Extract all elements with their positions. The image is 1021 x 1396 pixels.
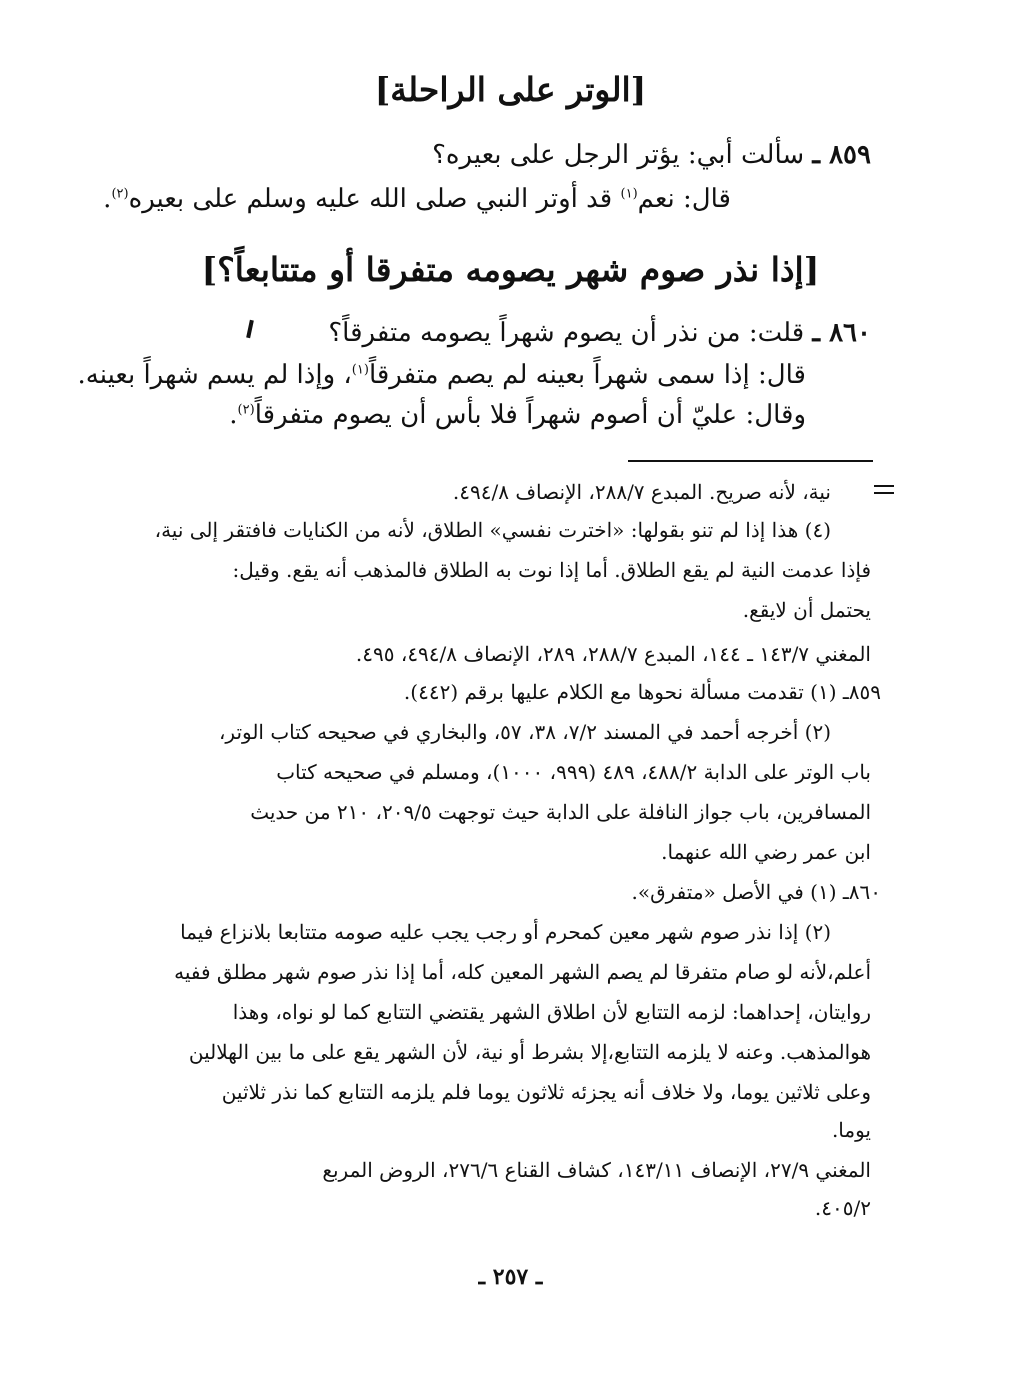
- footnote-line: (٢) إذا نذر صوم شهر معين كمحرم أو رجب يجب عليه صومه متتابعا بلانزاع فيما: [180, 920, 831, 944]
- footnote-line: ٨٥٩ـ (١) تقدمت مسألة نحوها مع الكلام عليها برقم (٤٤٢).: [403, 680, 881, 704]
- masala-859-number: ٨٥٩ ـ: [812, 140, 871, 170]
- footnote-line: هوالمذهب. وعنه لا يلزمه التتابع،إلا بشرط أو نية، لأن الشهر يقع على ما بين الهلالين: [188, 1040, 871, 1064]
- masala-860-number: ٨٦٠ ـ: [812, 318, 871, 348]
- masala-860-answer-part2: ، وإذا لم يسم شهراً بعينه.: [77, 360, 352, 390]
- footnote-line: ابن عمر رضي الله عنهما.: [661, 840, 871, 864]
- section-heading-witr: [الوتر على الراحلة]: [374, 70, 647, 109]
- footnote-line: المغني ١٤٣/٧ ـ ١٤٤، المبدع ٢٨٨/٧، ٢٨٩، الإنصاف ٤٩٤/٨، ٤٩٥.: [355, 642, 871, 666]
- masala-860-answer-part1: قال: إذا سمى شهراً بعينه لم يصم متفرقاً: [368, 360, 806, 390]
- footnote-marker: (٢): [237, 402, 255, 418]
- footnote-marker: (٢): [111, 186, 129, 202]
- footnote-line: المسافرين، باب جواز النافلة على الدابة حيث توجهت ٢٠٩/٥، ٢١٠ من حديث: [250, 800, 871, 824]
- masala-860-question: [328, 318, 871, 348]
- footnote-line: ٨٦٠ـ (١) في الأصل «متفرق».: [631, 880, 881, 904]
- masala-860-question-text: قلت: من نذر أن يصوم شهراً يصومه متفرقاً؟: [328, 318, 805, 348]
- masala-860-answer: [78, 360, 806, 390]
- footnote-line: وعلى ثلاثين يوما، ولا خلاف أنه يجزئه ثلاثون يوما فلم يلزمه التتابع كما نذر ثلاثين: [221, 1080, 871, 1104]
- masala-859-answer: [103, 184, 731, 214]
- footnote-line: فإذا عدمت النية لم يقع الطلاق. أما إذا نوت به الطلاق فالمذهب أنه يقع. وقيل:: [232, 558, 871, 582]
- footnote-line: المغني ٢٧/٩، الإنصاف ١٤٣/١١، كشاف القناع ٢٧٦/٦، الروض المربع: [322, 1158, 871, 1182]
- margin-mark: [246, 320, 254, 338]
- footnote-line: نية، لأنه صريح. المبدع ٢٨٨/٧، الإنصاف ٤٩٤/٨.: [452, 480, 831, 504]
- masala-859-answer-part1: قال: نعم: [637, 184, 731, 214]
- footnote-line: (٤) هذا إذا لم تنو بقولها: «اخترت نفسي» الطلاق، لأنه من الكنايات فافتقر إلى نية،: [154, 518, 831, 542]
- footnote-line: يوما.: [831, 1118, 871, 1142]
- masala-859-question: [432, 140, 871, 170]
- footnote-line: ٤٠٥/٢.: [814, 1196, 871, 1220]
- section-heading-nadhr: [إذا نذر صوم شهر يصومه متفرقا أو متتابعاً؟]: [201, 250, 820, 289]
- continuation-mark: [874, 485, 894, 494]
- footnote-line: باب الوتر على الدابة ٤٨٨/٢، ٤٨٩ (٩٩٩، ١٠٠٠)، ومسلم في صحيحه كتاب: [276, 760, 871, 784]
- masala-859-answer-part2: قد أوتر النبي صلى الله عليه وسلم على بعيره: [128, 184, 621, 214]
- footnote-separator: [628, 460, 873, 462]
- footnote-line: يحتمل أن لايقع.: [742, 598, 871, 622]
- footnote-line: (٢) أخرجه أحمد في المسند ٧/٢، ٣٨، ٥٧، والبخاري في صحيحه كتاب الوتر،: [218, 720, 831, 744]
- footnote-line: روايتان، إحداهما: لزمه التتابع لأن اطلاق الشهر يقتضي التتابع كما لو نواه، وهذا: [232, 1000, 871, 1024]
- footnote-line: أعلم،لأنه لو صام متفرقا لم يصم الشهر المعين كله، أما إذا نذر صوم شهر مطلق ففيه: [174, 960, 871, 984]
- masala-860-answer-part3: وقال: عليّ أن أصوم شهراً فلا بأس أن يصوم متفرقاً: [254, 400, 806, 430]
- masala-859-answer-end: .: [103, 184, 112, 214]
- page-number: ـ ٢٥٧ ـ: [478, 1264, 543, 1290]
- footnote-marker: (١): [351, 362, 369, 378]
- masala-860-answer-end: .: [229, 400, 238, 430]
- masala-860-answer-2: [229, 400, 806, 430]
- masala-859-question-text: سألت أبي: يؤتر الرجل على بعيره؟: [432, 140, 805, 170]
- footnote-marker: (١): [620, 186, 638, 202]
